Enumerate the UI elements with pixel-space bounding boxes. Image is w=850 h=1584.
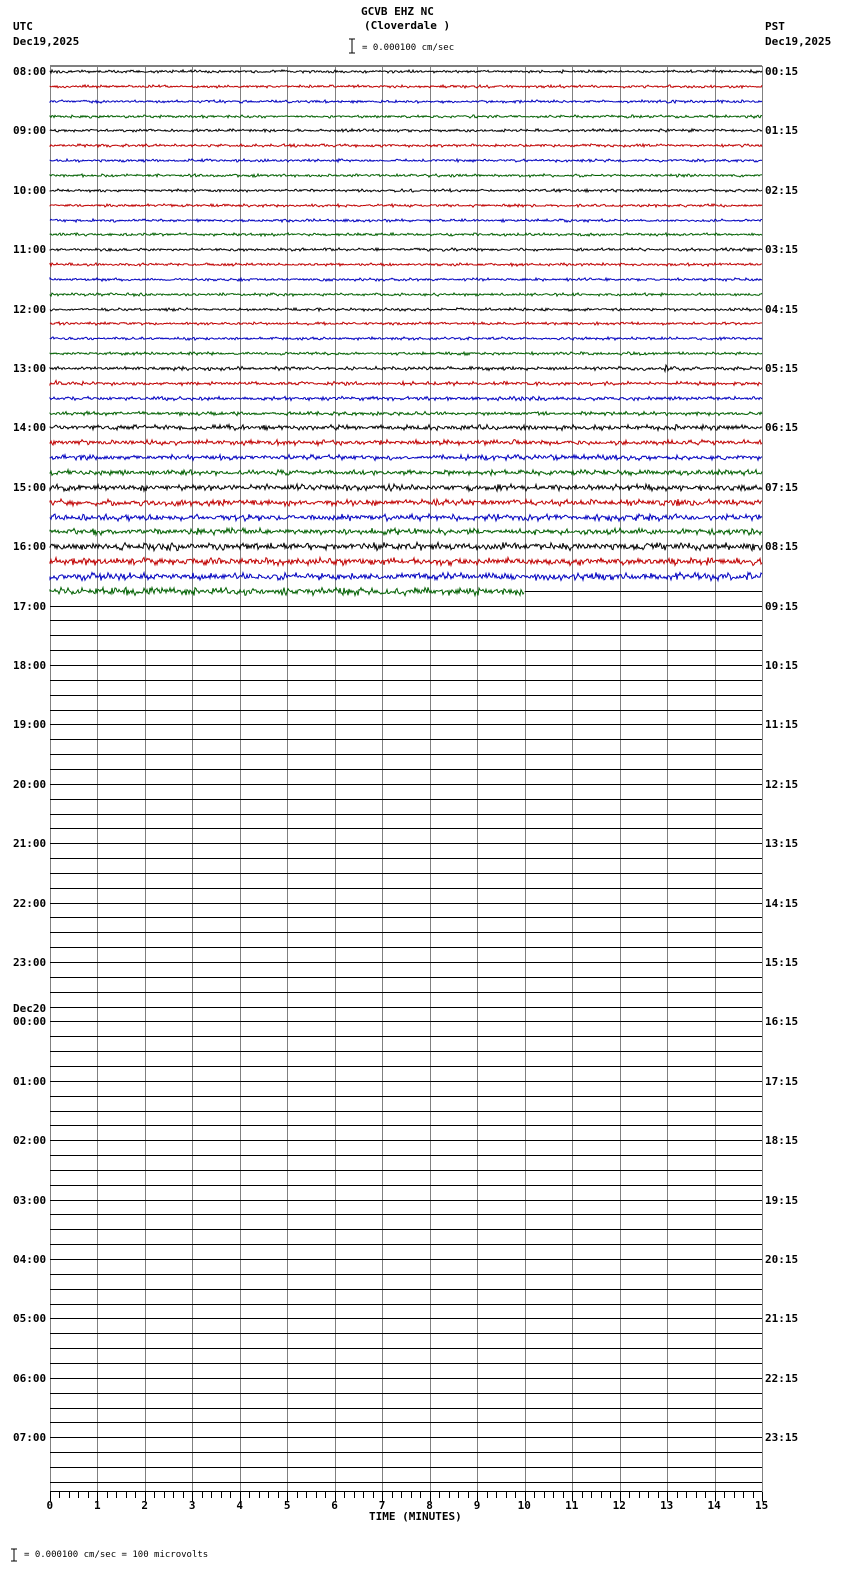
station-location: (Cloverdale ) <box>364 19 451 32</box>
pst-hour-label: 21:15 <box>765 1312 799 1326</box>
x-tick-label: 4 <box>236 1499 243 1512</box>
x-tick-label: 3 <box>188 1499 196 1512</box>
pst-hour-label: 14:15 <box>765 896 799 910</box>
x-tick-label: 13 <box>660 1499 674 1512</box>
utc-hour-label: 05:00 <box>13 1312 47 1326</box>
utc-hour-label: 08:00 <box>13 65 47 78</box>
station-title: GCVB EHZ NC <box>361 5 434 18</box>
pst-hour-label: 18:15 <box>765 1134 799 1148</box>
pst-hour-label: 22:15 <box>765 1371 799 1385</box>
pst-hour-label: 15:15 <box>765 956 799 969</box>
pst-hour-label: 20:15 <box>765 1253 799 1266</box>
x-tick-label: 5 <box>283 1499 291 1512</box>
x-tick-label: 0 <box>46 1499 54 1512</box>
pst-hour-label: 11:15 <box>765 718 799 732</box>
pst-hour-label: 01:15 <box>765 124 799 138</box>
utc-hour-label: 03:00 <box>13 1193 47 1207</box>
x-tick-label: 2 <box>141 1499 149 1512</box>
utc-hour-label: 21:00 <box>13 837 47 851</box>
pst-hour-label: 23:15 <box>765 1431 799 1445</box>
x-tick-label: 15 <box>755 1499 769 1512</box>
utc-hour-label: 13:00 <box>13 362 47 375</box>
utc-hour-label: 20:00 <box>13 777 47 791</box>
pst-hour-label: 09:15 <box>765 599 799 613</box>
utc-hour-label: 16:00 <box>13 540 47 554</box>
pst-hour-label: 17:15 <box>765 1074 799 1088</box>
pst-hour-label: 07:15 <box>765 480 799 494</box>
utc-hour-label: 23:00 <box>13 956 47 969</box>
utc-hour-label: 06:00 <box>13 1371 47 1385</box>
pst-hour-label: 10:15 <box>765 659 799 672</box>
utc-hour-label: 22:00 <box>13 896 47 910</box>
pst-hour-label: 16:15 <box>765 1015 799 1029</box>
pst-hour-label: 05:15 <box>765 362 799 375</box>
utc-hour-label: 17:00 <box>13 599 47 613</box>
utc-hour-label: 19:00 <box>13 718 47 732</box>
utc-hour-label: 12:00 <box>13 302 47 316</box>
utc-hour-label: 11:00 <box>13 243 47 257</box>
pst-hour-label: 08:15 <box>765 540 799 554</box>
utc-hour-label: 09:00 <box>13 124 47 138</box>
x-axis-title: TIME (MINUTES) <box>369 1510 462 1523</box>
pst-hour-label: 03:15 <box>765 243 799 257</box>
utc-hour-label: 02:00 <box>13 1134 47 1148</box>
left-timezone: UTC <box>13 20 33 33</box>
right-date: Dec19,2025 <box>765 35 832 48</box>
pst-hour-label: 02:15 <box>765 183 799 197</box>
x-tick-label: 1 <box>93 1499 101 1512</box>
right-timezone: PST <box>765 20 785 33</box>
utc-hour-label: 18:00 <box>13 659 47 672</box>
utc-hour-label: 04:00 <box>13 1253 47 1266</box>
x-tick-label: 6 <box>331 1499 338 1512</box>
utc-hour-label: 10:00 <box>13 183 47 197</box>
footer-scale-label: = 0.000100 cm/sec = 100 microvolts <box>24 1550 209 1560</box>
x-tick-label: 8 <box>426 1499 433 1512</box>
pst-hour-label: 19:15 <box>765 1193 799 1207</box>
x-tick-label: 11 <box>565 1499 579 1512</box>
x-tick-label: 7 <box>378 1499 386 1512</box>
pst-hour-label: 04:15 <box>765 302 799 316</box>
scale-label: = 0.000100 cm/sec <box>362 43 455 53</box>
x-tick-label: 10 <box>517 1499 531 1512</box>
utc-hour-label: 15:00 <box>13 480 47 494</box>
pst-hour-label: 12:15 <box>765 777 799 791</box>
left-date: Dec19,2025 <box>13 35 80 48</box>
utc-hour-label: 14:00 <box>13 421 47 435</box>
x-tick-label: 12 <box>612 1499 626 1512</box>
pst-hour-label: 06:15 <box>765 421 799 435</box>
pst-hour-label: 00:15 <box>765 65 799 78</box>
x-tick-label: 14 <box>707 1499 721 1512</box>
utc-hour-label: Dec20 00:00 <box>13 1002 47 1029</box>
x-tick-label: 9 <box>473 1499 481 1512</box>
pst-hour-label: 13:15 <box>765 837 799 851</box>
utc-hour-label: 07:00 <box>13 1431 47 1445</box>
utc-hour-label: 01:00 <box>13 1074 47 1088</box>
